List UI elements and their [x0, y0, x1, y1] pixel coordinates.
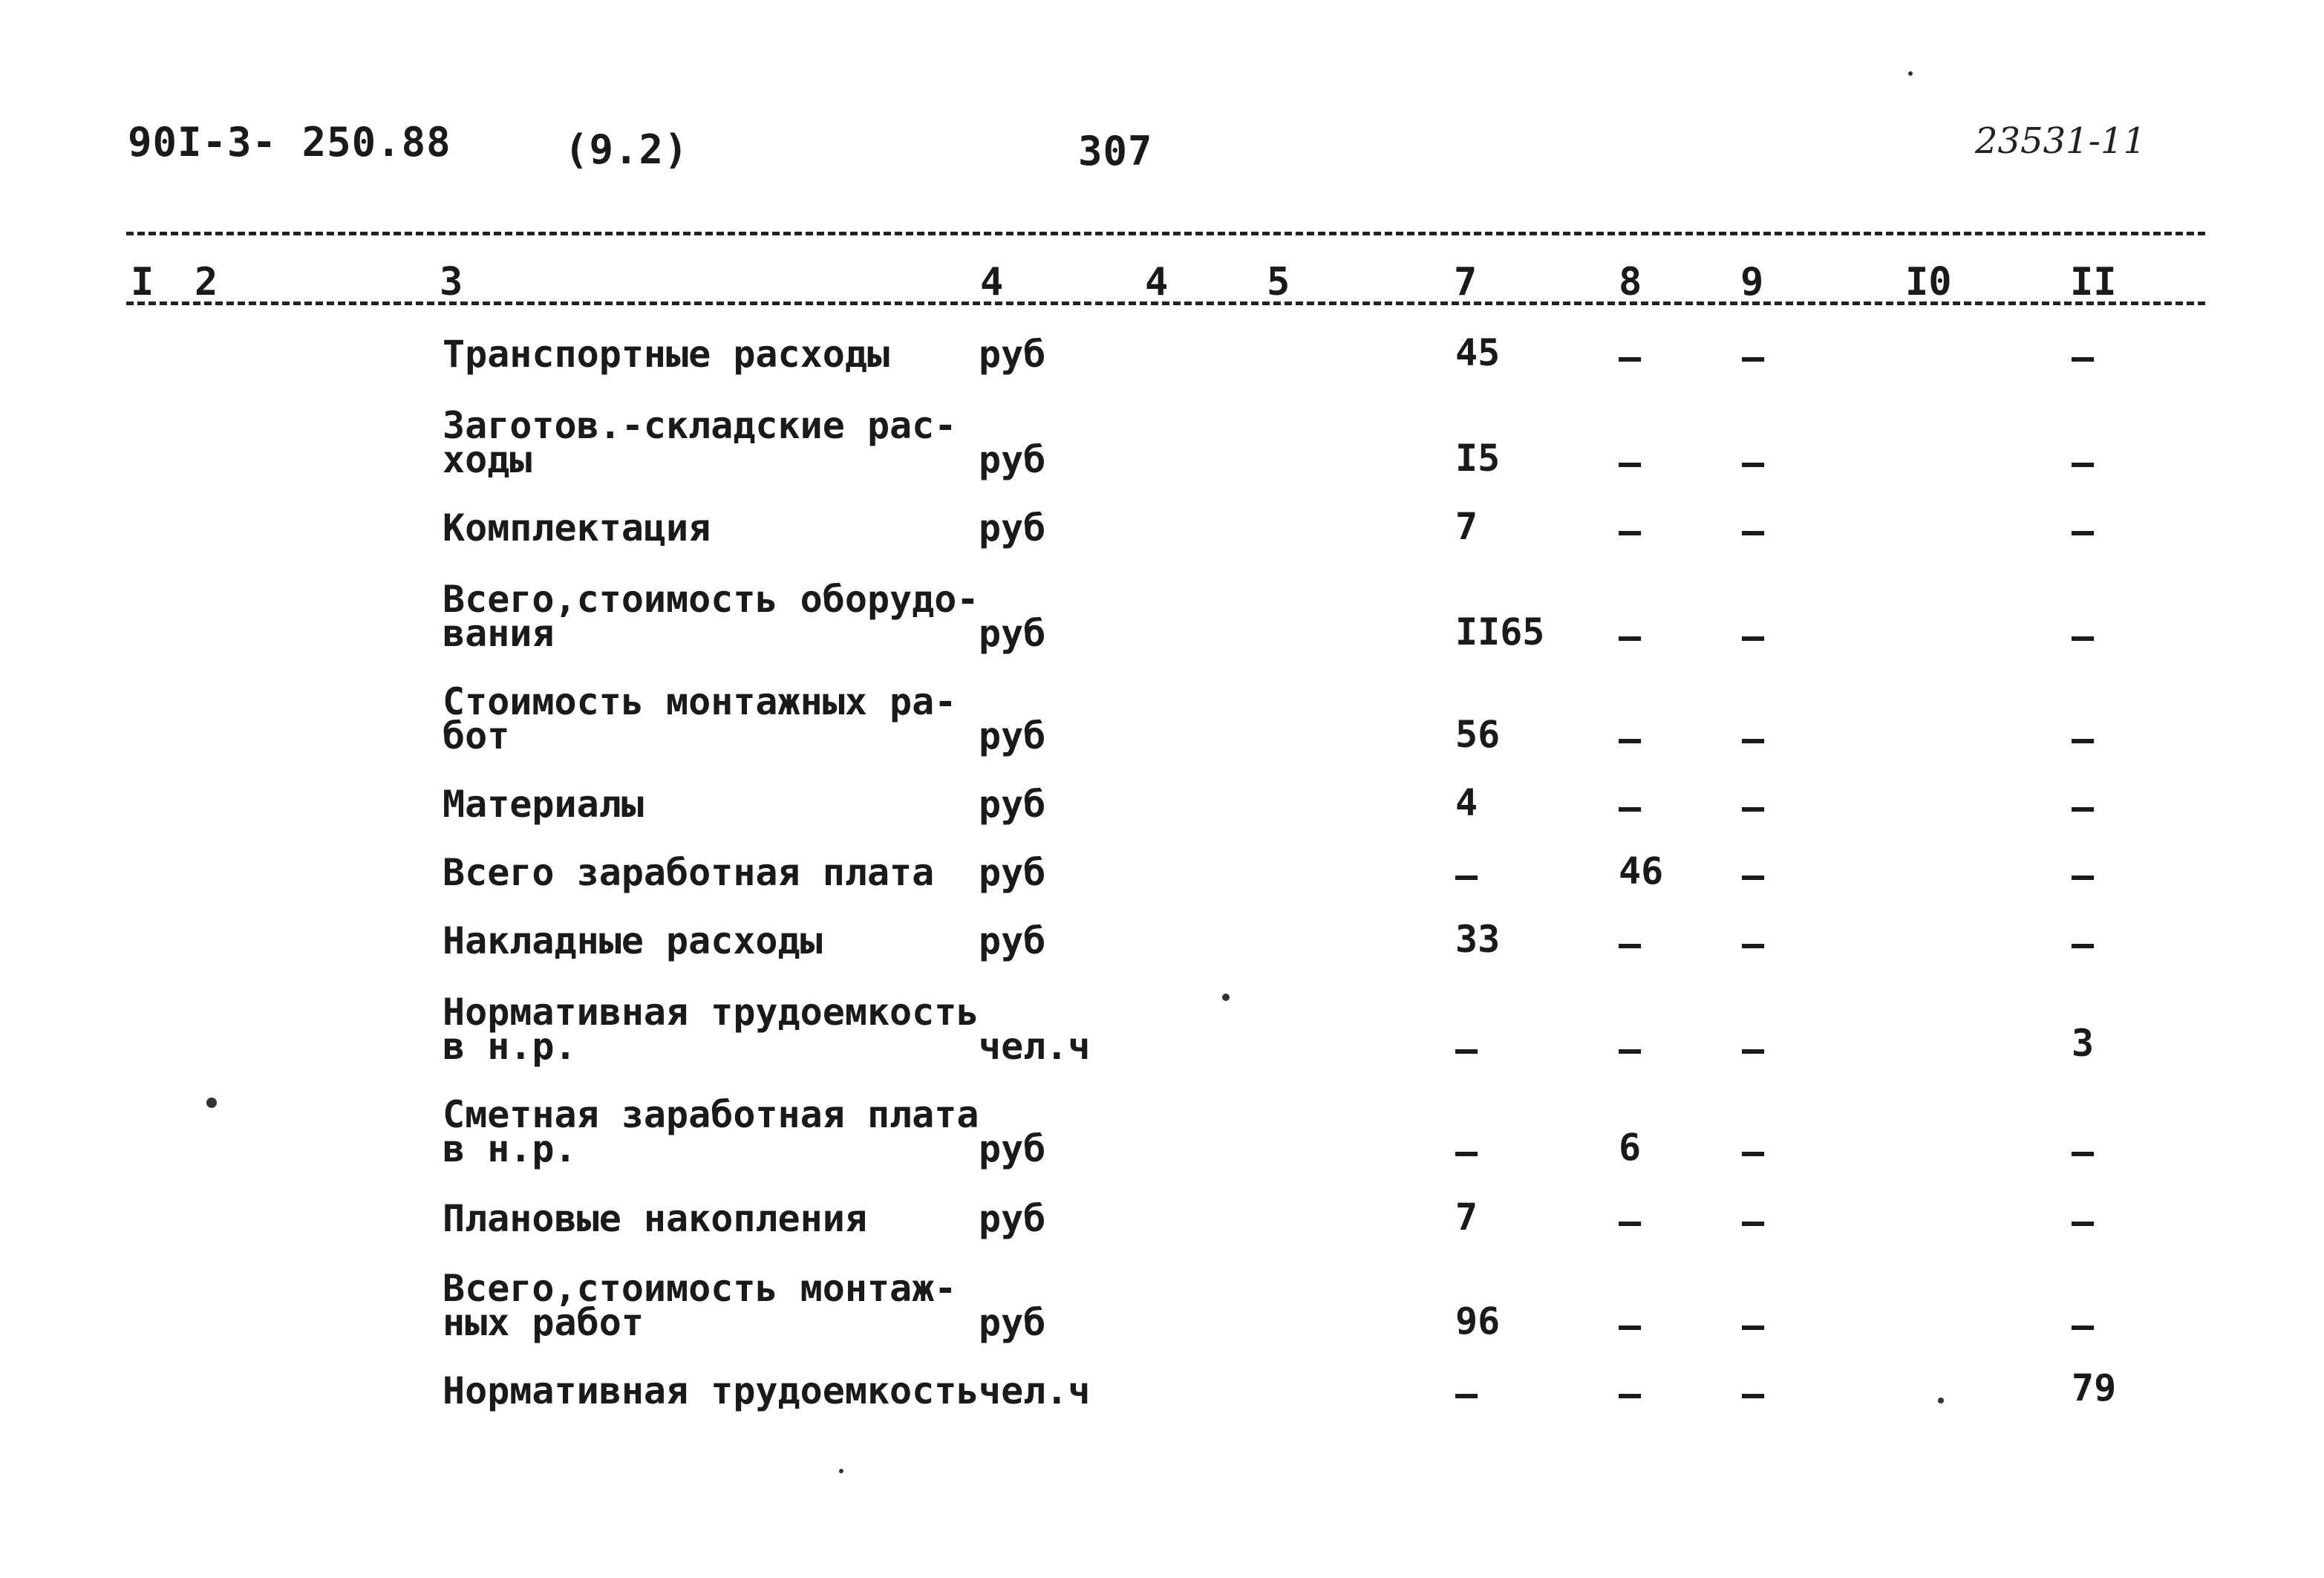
column-number: 4: [980, 260, 1004, 304]
value-col-11: –: [2072, 509, 2095, 552]
row-name: [443, 919, 823, 962]
value-col-8: –: [1619, 1028, 1642, 1071]
value-col-7: 4: [1455, 781, 1478, 824]
value-col-11: –: [2072, 336, 2095, 379]
row-name: [443, 333, 890, 376]
row-name-line: Плановые накопления: [443, 1197, 867, 1240]
row-unit: руб: [979, 438, 1046, 481]
value-col-11: –: [2072, 1200, 2095, 1243]
value-col-8: –: [1619, 717, 1642, 760]
value-col-11: –: [2072, 1304, 2095, 1347]
value-col-8: –: [1619, 336, 1642, 379]
scan-speck: [1908, 71, 1913, 76]
scan-speck: [839, 1469, 843, 1473]
value-col-7: 7: [1455, 505, 1478, 548]
value-col-8: 46: [1619, 850, 1664, 893]
value-col-11: –: [2072, 615, 2095, 658]
row-name-line: Материалы: [443, 783, 644, 826]
value-col-9: –: [1742, 1200, 1765, 1243]
row-name: [443, 1093, 979, 1170]
value-col-7: 7: [1455, 1196, 1478, 1239]
value-col-8: –: [1619, 509, 1642, 552]
row-name: [443, 404, 957, 481]
value-col-9: –: [1742, 786, 1765, 829]
value-col-9: –: [1742, 441, 1765, 484]
value-col-8: –: [1619, 922, 1642, 965]
value-col-8: –: [1619, 441, 1642, 484]
value-col-9: –: [1742, 509, 1765, 552]
value-col-7: –: [1455, 1372, 1478, 1415]
value-col-8: –: [1619, 1200, 1642, 1243]
column-number: I0: [1905, 260, 1952, 304]
top-dashed-rule: [126, 232, 2205, 235]
row-name-line: бот: [443, 714, 510, 757]
row-name-line: Комплектация: [443, 506, 711, 550]
column-number: 8: [1619, 260, 1642, 304]
document-code: 90I-3- 250.88: [128, 119, 451, 166]
value-col-11: –: [2072, 854, 2095, 897]
row-name-line: Стоимость монтажных ра-: [443, 680, 957, 723]
row-unit: руб: [979, 919, 1046, 962]
value-col-9: –: [1742, 922, 1765, 965]
column-number: 3: [440, 260, 463, 304]
row-name-line: Нормативная трудоемкость: [443, 1369, 979, 1412]
row-unit: руб: [979, 851, 1046, 894]
row-name-line: в н.р.: [443, 1025, 577, 1068]
value-col-11: –: [2072, 786, 2095, 829]
value-col-9: –: [1742, 854, 1765, 897]
row-name-line: Сметная заработная плата: [443, 1093, 979, 1136]
row-name-line: Всего,стоимость оборудо-: [443, 578, 979, 621]
row-name-line: Заготов.-складские рас-: [443, 404, 957, 447]
row-unit: руб: [979, 333, 1046, 376]
value-col-9: –: [1742, 1372, 1765, 1415]
row-name-line: Всего заработная плата: [443, 851, 935, 894]
row-name-line: Транспортные расходы: [443, 333, 890, 376]
value-col-9: –: [1742, 1304, 1765, 1347]
inventory-number: 23531-11: [1975, 120, 2146, 162]
row-name: [443, 578, 979, 655]
column-number: 2: [195, 260, 218, 304]
row-name: [443, 851, 935, 894]
column-number: 5: [1267, 260, 1290, 304]
row-name-line: вания: [443, 612, 555, 655]
value-col-11: –: [2072, 1130, 2095, 1173]
value-col-11: –: [2072, 441, 2095, 484]
value-col-11: 3: [2072, 1022, 2095, 1065]
column-number: II: [2070, 260, 2117, 304]
value-col-7: 45: [1455, 331, 1501, 374]
row-unit: руб: [979, 612, 1046, 655]
row-name: [443, 1267, 957, 1344]
row-unit: руб: [979, 783, 1046, 826]
value-col-7: 96: [1455, 1300, 1501, 1343]
value-col-9: –: [1742, 717, 1765, 760]
value-col-7: II65: [1455, 610, 1545, 653]
scan-speck: [206, 1098, 217, 1108]
value-col-7: 56: [1455, 713, 1501, 756]
value-col-8: –: [1619, 615, 1642, 658]
row-name-line: ных работ: [443, 1301, 644, 1344]
value-col-11: –: [2072, 717, 2095, 760]
value-col-11: 79: [2072, 1366, 2117, 1409]
row-name-line: ходы: [443, 438, 532, 481]
value-col-9: –: [1742, 615, 1765, 658]
row-unit: чел.ч: [979, 1025, 1091, 1068]
column-number: 7: [1454, 260, 1478, 304]
value-col-9: –: [1742, 1028, 1765, 1071]
value-col-8: –: [1619, 1372, 1642, 1415]
scan-speck: [1222, 994, 1230, 1001]
scan-speck: [1938, 1398, 1944, 1403]
value-col-8: –: [1619, 786, 1642, 829]
row-name: [443, 1197, 867, 1240]
row-name: [443, 991, 979, 1068]
value-col-7: I5: [1455, 437, 1501, 480]
row-name: [443, 506, 711, 550]
row-name-line: в н.р.: [443, 1127, 577, 1170]
row-name-line: Накладные расходы: [443, 919, 823, 962]
value-col-7: –: [1455, 1028, 1478, 1071]
section-number: (9.2): [564, 126, 689, 173]
row-unit: руб: [979, 1127, 1046, 1170]
row-unit: руб: [979, 1197, 1046, 1240]
row-name-line: Нормативная трудоемкость: [443, 991, 979, 1034]
value-col-7: 33: [1455, 918, 1501, 961]
row-unit: чел.ч: [979, 1369, 1091, 1412]
row-name: [443, 783, 644, 826]
row-unit: руб: [979, 506, 1046, 550]
row-name-line: Всего,стоимость монтаж-: [443, 1267, 957, 1310]
value-col-9: –: [1742, 1130, 1765, 1173]
value-col-8: –: [1619, 1304, 1642, 1347]
value-col-7: –: [1455, 854, 1478, 897]
page-number: 307: [1078, 128, 1153, 175]
value-col-11: –: [2072, 922, 2095, 965]
value-col-8: 6: [1619, 1126, 1642, 1169]
column-number: I: [131, 260, 154, 304]
column-number: 9: [1740, 260, 1764, 304]
row-name: [443, 680, 957, 757]
value-col-9: –: [1742, 336, 1765, 379]
row-unit: руб: [979, 714, 1046, 757]
row-unit: руб: [979, 1301, 1046, 1344]
column-number: 4: [1145, 260, 1169, 304]
value-col-7: –: [1455, 1130, 1478, 1173]
row-name: [443, 1369, 979, 1412]
